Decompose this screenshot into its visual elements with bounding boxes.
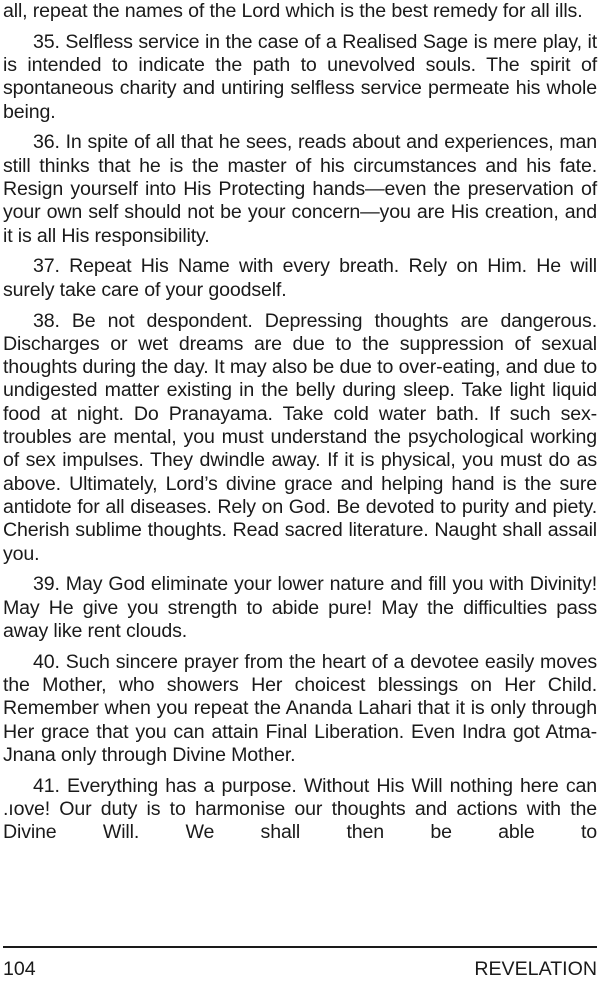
page-number: 104 [3, 958, 36, 980]
paragraph-continuation: all, repeat the names of the Lord which is the best remedy for all ills. [3, 0, 583, 22]
paragraph-41: 41. Everything has a purpose. Without His Will nothing here can .ıove! Our duty is to harmonise our thoughts and actions with the Divine Will. We shall then be able to [3, 774, 597, 844]
paragraph-36: 36. In spite of all that he sees, reads about and experiences, man still thinks that he is the master of his circumstances and his fate. Resign yourself into His Protecting hands—even the preservation of your own self should not be your concern—you are His creation, and it is all His responsibility. [3, 131, 597, 247]
paragraph-35: 35. Selfless service in the case of a Realised Sage is mere play, it is intended to indicate the path to unevolved souls. The spirit of spontaneous charity and untiring selfless service permeate his whole being. [3, 30, 597, 123]
paragraph-40: 40. Such sincere prayer from the heart of a devotee easily moves the Mother, who showers Her choicest blessings on Her Child. Remember when you repeat the Ananda Lahari that it is only through Her grace that you can attain Final Liberation. Even Indra got Atma-Jnana only through Divine Mother. [3, 650, 597, 766]
book-page-body [3, 0, 597, 852]
footer-divider [3, 946, 597, 948]
paragraph-39: 39. May God eliminate your lower nature and fill you with Divinity! May He give you strength to abide pure! May the difficulties pass away like rent clouds. [3, 573, 597, 642]
page-footer [3, 956, 597, 982]
running-title: REVELATION [474, 958, 597, 980]
paragraph-38: 38. Be not despondent. Depressing thoughts are dangerous. Discharges or wet dreams are due to the suppression of sexual thoughts during the day. It may also be due to over-eating, and due to undigested matter existing in the belly during sleep. Take light liquid food at night. Do Pranayama. Take cold water bath. If such sex-troubles are mental, you must understand the psychological working of sex impulses. They dwindle away. If it is physical, you must do as above. Ultimately, Lord’s divine grace and helping hand is the sure antidote for all diseases. Rely on God. Be devoted to purity and piety. Cherish sublime thoughts. Read sacred literature. Naught shall assail you. [3, 309, 597, 565]
paragraph-37: 37. Repeat His Name with every breath. Rely on Him. He will surely take care of your goodself. [3, 255, 597, 301]
